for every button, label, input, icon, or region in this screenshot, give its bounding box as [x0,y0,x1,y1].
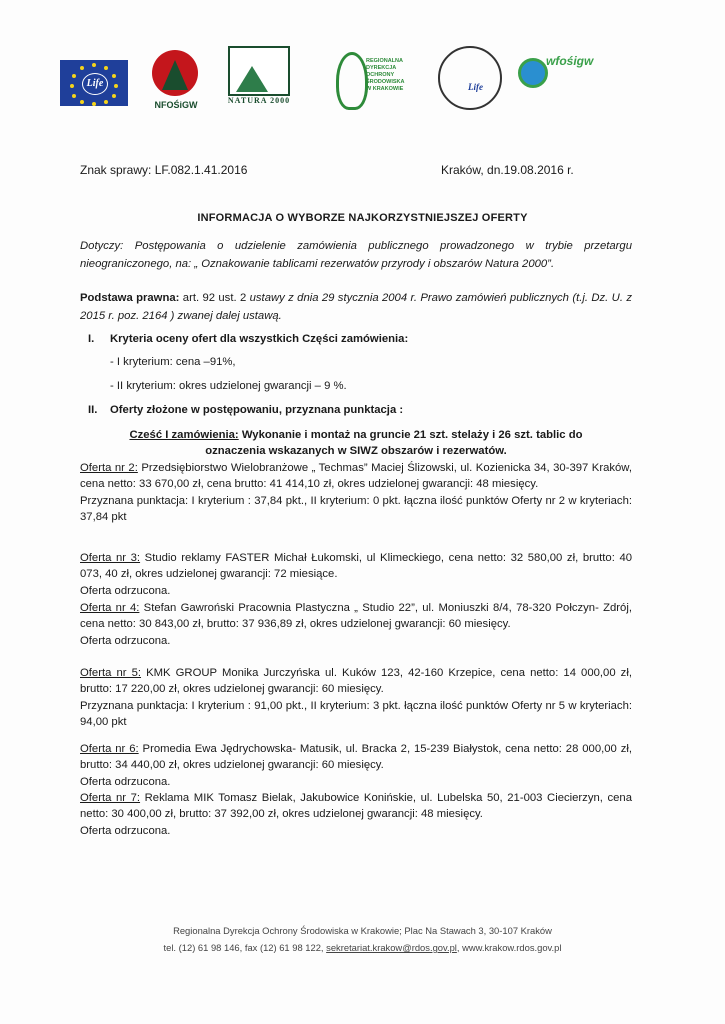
offer-5-details: KMK GROUP Monika Jurczyńska ul. Kuków 123, 42-160 Krzepice, cena netto: 14 000,00 zł, brutto: 17 220,00 zł, okres udzielonej gwarancji: 60 miesięcy. [80,667,632,696]
offer-6-label: Oferta nr 6: [80,743,139,755]
rdos-logo-text: REGIONALNA DYREKCJA OCHRONY ŚRODOWISKA W KRAKOWIE [366,58,405,92]
offer-3-label: Oferta nr 3: [80,552,141,564]
legal-basis-paragraph [80,290,632,325]
natura-2000-logo [226,46,292,112]
wfosigw-logo [518,52,598,102]
offer-6 [80,741,632,790]
life-logo-text: Life [82,73,108,95]
offer-2-label: Oferta nr 2: [80,462,138,474]
section-2-number: II. [88,404,98,416]
section-2-heading [88,404,403,416]
section-1-title: Kryteria oceny ofert dla wszystkich Części zamówienia: [110,333,409,345]
offer-7-details: Reklama MIK Tomasz Bielak, Jakubowice Konińskie, ul. Lubelska 50, 21-003 Ciecierzyn, cena netto: 30 400,00 zł, brutto: 37 392,00 zł, okres udzielonej gwarancji: 48 miesięcy. [80,792,632,821]
subject-paragraph: Dotyczy: Postępowania o udzielenie zamówienia publicznego prowadzonego w trybie przetargu nieograniczonego, na: „ Oznakowanie tablicami rezerwatów przyrody i obszarów Natura 2000”. [80,240,632,270]
logo-bar [60,46,600,116]
natura-logo-text: NATURA 2000 [227,96,291,105]
offer-4-details: Stefan Gawroński Pracownia Plastyczna „ Studio 22”, ul. Moniuszki 8/4, 78-320 Połczyn- Zdrój, cena netto: 30 843,00 zł, brutto: 37 936,89 zł, okres udzielonej gwarancji: 60 miesięcy. [80,602,632,631]
criterion-price: - I kryterium: cena –91%, [110,356,236,368]
order-part-label: Cześć I zamówienia: [129,429,239,441]
order-part-line-1: Wykonanie i montaż na gruncie 21 szt. stelaży i 26 szt. tablic do [238,429,583,441]
footer-address: Regionalna Dyrekcja Ochrony Środowiska w Krakowie; Plac Na Stawach 3, 30-107 Kraków [173,925,552,936]
order-part-heading [80,427,632,459]
legal-basis-label: Podstawa prawna: [80,292,180,304]
offer-5-label: Oferta nr 5: [80,667,142,679]
offer-4-label: Oferta nr 4: [80,602,140,614]
life-plus-logo-text: Life [468,82,483,92]
offer-7-result: Oferta odrzucona. [80,824,171,837]
document-title: INFORMACJA O WYBORZE NAJKORZYSTNIEJSZEJ OFERTY [197,212,528,224]
offer-2-result: Przyznana punktacja: I kryterium : 37,84 pkt., II kryterium: 0 pkt. łączna ilość punktów Oferty nr 2 w kryteriach: 37,84 pkt [80,494,632,524]
offer-4-result: Oferta odrzucona. [80,634,171,647]
offer-6-result: Oferta odrzucona. [80,775,171,788]
offer-7 [80,790,632,839]
offer-5 [80,665,632,731]
footer-website: , www.krakow.rdos.gov.pl [456,942,562,953]
offer-7-label: Oferta nr 7: [80,792,141,804]
place-date: Kraków, dn.19.08.2016 r. [441,163,574,177]
order-part-line-2: oznaczenia wskazanych w SIWZ obszarów i rezerwatów. [205,445,507,457]
eu-life-logo [60,60,128,106]
criterion-warranty: - II kryterium: okres udzielonej gwarancji – 9 %. [110,380,347,392]
offer-3-result: Oferta odrzucona. [80,584,171,597]
section-1-heading [88,333,408,345]
footer-contact [0,942,725,953]
kampinos-life-logo [438,46,504,112]
nfosigw-logo [148,50,204,116]
offer-6-details: Promedia Ewa Jędrychowska- Matusik, ul. Bracka 2, 15-239 Białystok, cena netto: 28 000,00 zł, brutto: 34 440,00 zł, okres udzielonej gwarancji: 60 miesięcy. [80,743,632,772]
nfosigw-logo-text: NFOŚiGW [154,100,198,110]
footer-email-link[interactable]: sekretariat.krakow@rdos.gov.pl [326,942,457,953]
offer-2-details: Przedsiębiorstwo Wielobranżowe „ Techmas” Maciej Ślizowski, ul. Kozienicka 34, 30-397 Kraków, cena netto: 33 670,00 zł, cena brutto: 41 414,10 zł, okres udzielonej gwarancji: 48 miesięcy. [80,462,632,491]
offer-4 [80,600,632,649]
section-2-title: Oferty złożone w postępowaniu, przyznana punktacja : [110,404,404,416]
legal-basis-article: art. 92 ust. 2 [179,292,250,304]
offer-3 [80,550,632,599]
case-reference: Znak sprawy: LF.082.1.41.2016 [80,163,248,177]
section-1-number: I. [88,333,95,345]
offer-2 [80,460,632,526]
offer-3-details: Studio reklamy FASTER Michał Łukomski, ul Klimeckiego, cena netto: 32 580,00 zł, brutto: 40 073, 40 zł, okres udzielonej gwarancji: 72 miesiące. [80,552,633,581]
offer-5-result: Przyznana punktacja: I kryterium : 91,00 pkt., II kryterium: 3 pkt. łączna ilość punktów Oferty nr 5 w kryteriach: 94,00 pkt [80,699,632,729]
rdos-krakow-logo [336,50,408,110]
footer-phone-fax: tel. (12) 61 98 146, fax (12) 61 98 122, [163,942,327,953]
wfosigw-logo-text: wfośigw [546,54,594,68]
legal-basis-act: ustawy z dnia 29 stycznia 2004 r. Prawo zamówień publicznych (t.j. Dz. U. z 2015 r. poz. 2164 ) zwanej dalej ustawą. [80,292,632,322]
